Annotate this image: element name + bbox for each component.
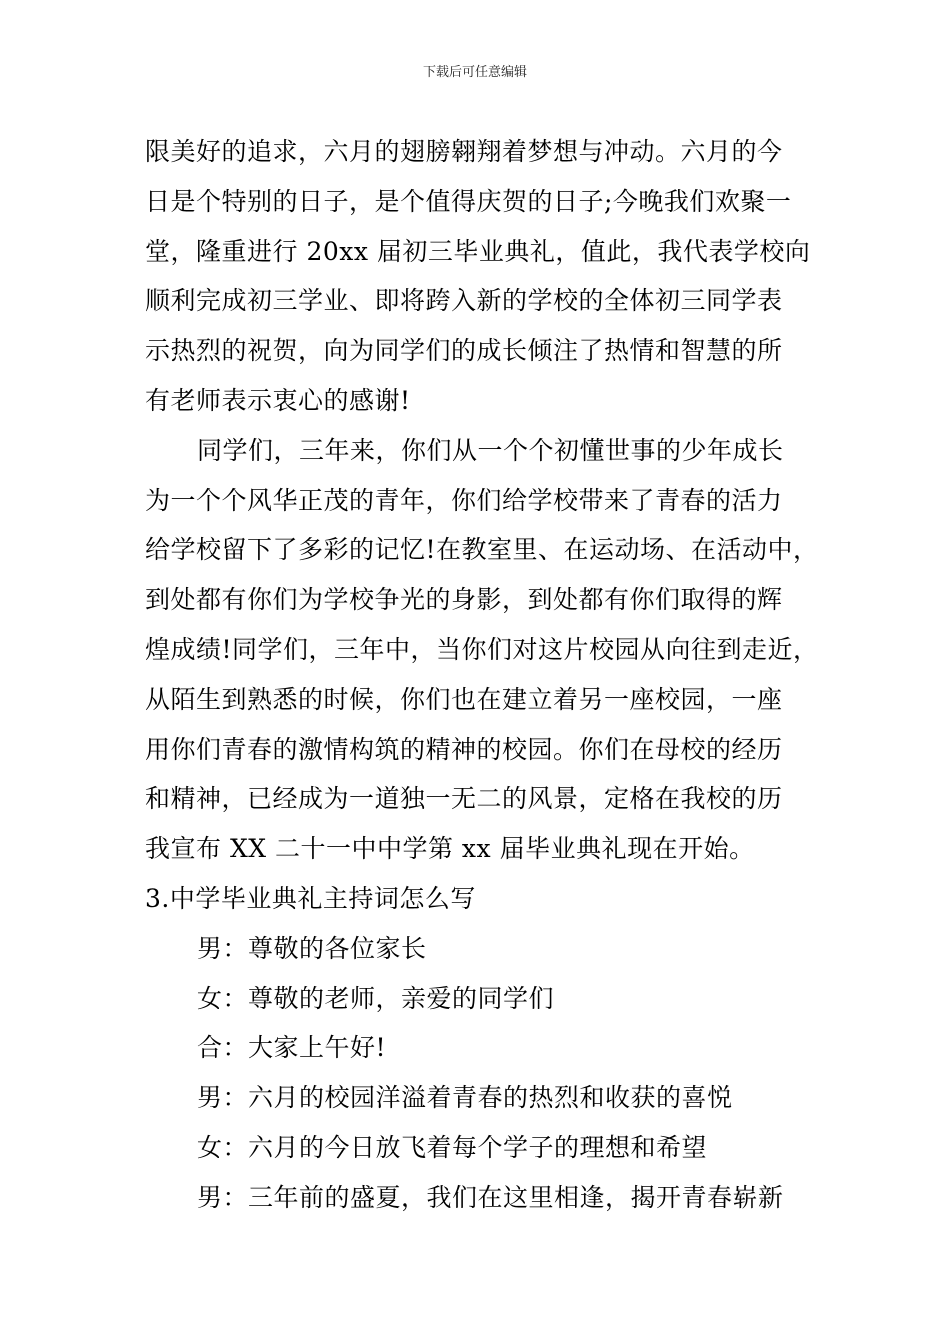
body-text <box>145 127 835 1223</box>
text-line: 用你们青春的激情构筑的精神的校园。你们在母校的经历 <box>145 734 783 764</box>
text-line: 日是个特别的日子，是个值得庆贺的日子;今晚我们欢聚一 <box>145 186 792 216</box>
page-header: 下载后可任意编辑 <box>422 65 527 80</box>
text-line: 煌成绩!同学们，三年中，当你们对这片校园从向往到走近， <box>145 634 819 664</box>
text-line: 男：尊敬的各位家长 <box>197 933 427 963</box>
text-line: 女：尊敬的老师，亲爱的同学们 <box>197 983 555 1013</box>
text-line: 和精神，已经成为一道独一无二的风景，定格在我校的历 <box>145 784 783 814</box>
text-line: 给学校留下了多彩的记忆!在教室里、在运动场、在活动中， <box>145 535 819 565</box>
text-line: 男：六月的校园洋溢着青春的热烈和收获的喜悦 <box>197 1083 733 1113</box>
text-line: 限美好的追求，六月的翅膀翱翔着梦想与冲动。六月的今 <box>145 137 783 166</box>
text-line: 顺利完成初三学业、即将跨入新的学校的全体初三同学表 <box>145 286 783 316</box>
text-line: 合：大家上午好! <box>197 1033 387 1063</box>
text-line: 有老师表示衷心的感谢! <box>145 385 411 415</box>
text-line: 堂，隆重进行 20xx 届初三毕业典礼，值此，我代表学校向 <box>145 236 811 266</box>
text-line: 3.中学毕业典礼主持词怎么写 <box>145 883 476 913</box>
text-line: 示热烈的祝贺，向为同学们的成长倾注了热情和智慧的所 <box>145 336 783 366</box>
text-line: 我宣布 XX 二十一中中学第 xx 届毕业典礼现在开始。 <box>145 834 755 864</box>
text-line: 男：三年前的盛夏，我们在这里相逢，揭开青春崭新 <box>197 1182 784 1212</box>
text-line: 为一个个风华正茂的青年，你们给学校带来了青春的活力 <box>145 485 783 515</box>
text-line: 到处都有你们为学校争光的身影，到处都有你们取得的辉 <box>145 585 783 615</box>
text-line: 从陌生到熟悉的时候，你们也在建立着另一座校园，一座 <box>145 684 783 714</box>
text-line: 同学们，三年来，你们从一个个初懂世事的少年成长 <box>197 435 784 465</box>
text-line: 女：六月的今日放飞着每个学子的理想和希望 <box>197 1132 708 1162</box>
